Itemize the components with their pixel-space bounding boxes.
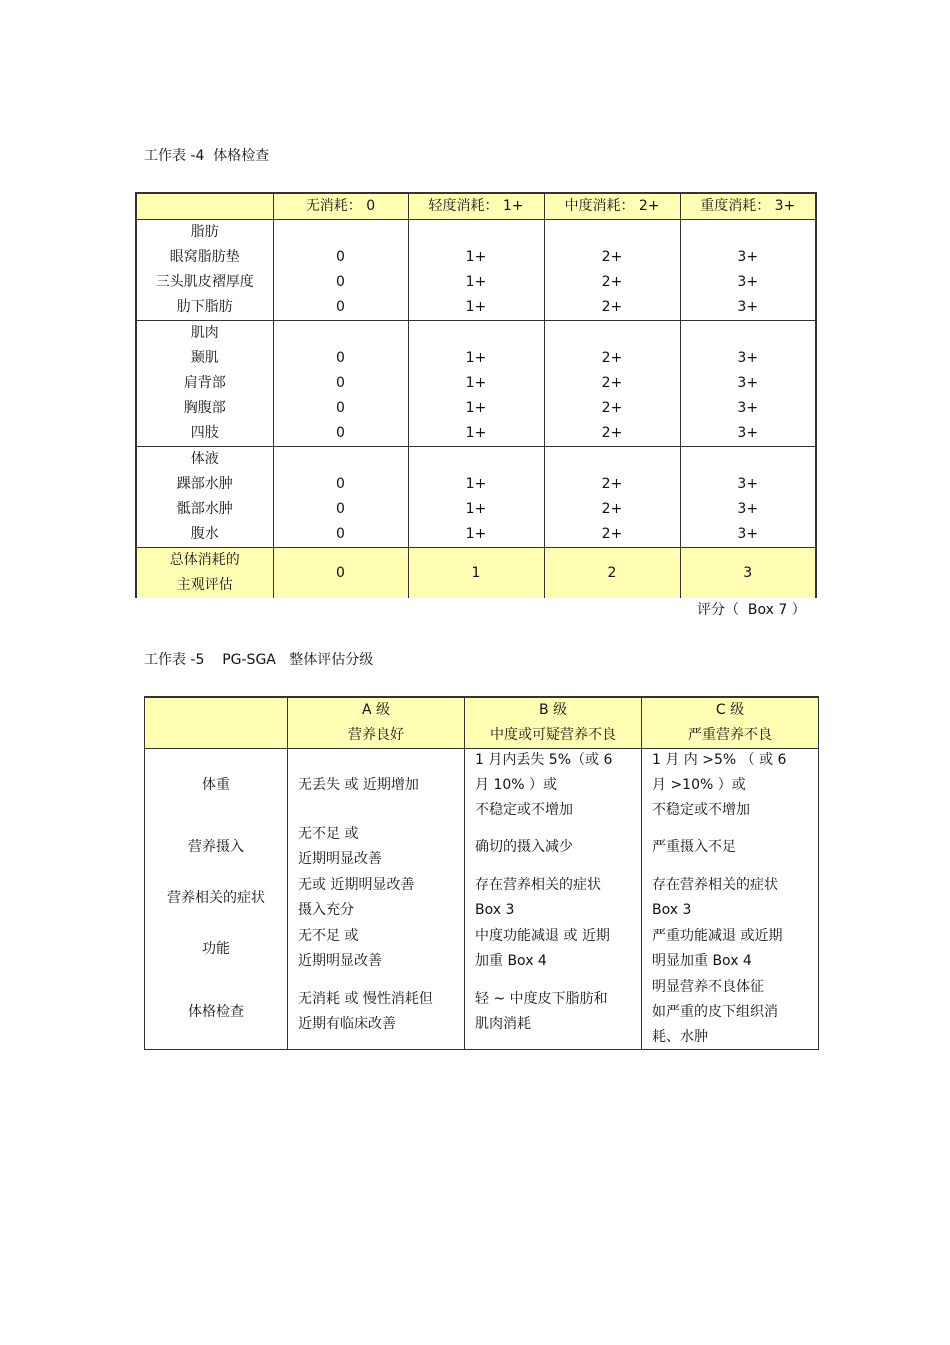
cell: 3+: [680, 472, 816, 497]
text-line: 月 >10% ）或: [652, 776, 746, 793]
cell: 1+: [408, 371, 544, 396]
cell: 3+: [680, 270, 816, 295]
cell: 3+: [680, 245, 816, 270]
text-line: 近期明显改善: [298, 953, 382, 969]
grade-b-label: B 级: [538, 702, 568, 718]
criterion-intake: 营养摄入: [188, 838, 244, 855]
cell: 2+: [544, 270, 680, 295]
header-moderate: 中度消耗： 2+: [544, 193, 680, 220]
grade-b-column: [465, 749, 642, 1050]
header-empty: [136, 193, 273, 220]
cell: 0: [273, 396, 408, 421]
cell: 3+: [680, 295, 816, 321]
text-line: 严重功能减退 或近期: [652, 928, 783, 944]
criteria-column: [145, 749, 288, 1050]
total-label-line1: 总体消耗的: [169, 552, 240, 568]
global-assessment-table: [144, 696, 819, 1050]
text-line: 中度功能减退 或 近期: [475, 928, 610, 944]
grade-a-symptoms: [298, 873, 456, 923]
row-label: 三头肌皮褶厚度: [136, 270, 273, 295]
cell: 0: [273, 522, 408, 548]
header-grade-c: [642, 697, 819, 749]
criterion-function: 功能: [202, 940, 230, 957]
total-row: [136, 548, 816, 599]
cell: 3+: [680, 497, 816, 522]
header-none: 无消耗： 0: [273, 193, 408, 220]
criterion-weight: 体重: [202, 776, 230, 793]
criterion-symptoms: 营养相关的症状: [167, 889, 265, 906]
cell: 2+: [544, 396, 680, 421]
cell: 0: [273, 295, 408, 321]
cell: 2+: [544, 497, 680, 522]
grade-b-function: [475, 923, 633, 975]
text-line: 加重 Box 4: [475, 953, 547, 969]
row-label: 骶部水肿: [136, 497, 273, 522]
cell: 1+: [408, 522, 544, 548]
text-line: 确切的摄入减少: [475, 838, 573, 855]
cell: 1+: [408, 346, 544, 371]
cell: 1+: [408, 472, 544, 497]
cell: 0: [273, 346, 408, 371]
cell: 1+: [408, 295, 544, 321]
header-empty: [145, 697, 288, 749]
total-cell: 0: [273, 548, 408, 599]
grade-a-label: A 级: [361, 702, 391, 718]
cell: 1+: [408, 396, 544, 421]
table-row: [136, 472, 816, 497]
physical-exam-table: [135, 192, 817, 598]
grade-b-intake: [475, 821, 633, 873]
grade-a-function: [298, 923, 456, 975]
cell: 0: [273, 245, 408, 270]
text-line: 1 月内丢失 5%（或 6: [475, 751, 613, 768]
cell: 0: [273, 497, 408, 522]
text-line: 不稳定或不增加: [652, 801, 750, 818]
header-mild: 轻度消耗： 1+: [408, 193, 544, 220]
text-line: 耗、水肿: [652, 1028, 708, 1045]
header-severe: 重度消耗： 3+: [680, 193, 816, 220]
cell: 3+: [680, 522, 816, 548]
table-header-row: [145, 697, 819, 749]
cell: 1+: [408, 270, 544, 295]
table-row: [136, 522, 816, 548]
cell: 0: [273, 371, 408, 396]
cell: 1+: [408, 497, 544, 522]
text-line: 如严重的皮下组织消: [652, 1003, 778, 1020]
group-header-row: [136, 220, 816, 246]
total-label-line2: 主观评估: [176, 577, 233, 593]
table-row: [136, 245, 816, 270]
cell: 3+: [680, 421, 816, 447]
table-row: [136, 346, 816, 371]
text-line: 明显营养不良体征: [652, 978, 764, 995]
cell: 2+: [544, 522, 680, 548]
total-cell: 2: [544, 548, 680, 599]
text-line: 存在营养相关的症状: [652, 877, 778, 893]
cell: 0: [273, 270, 408, 295]
text-line: 肌肉消耗: [475, 1016, 531, 1032]
group-label: 脂肪: [136, 220, 273, 246]
body-row: [145, 749, 819, 1050]
group-label: 肌肉: [136, 321, 273, 347]
text-line: 无不足 或: [298, 928, 359, 944]
group-header-row: [136, 447, 816, 473]
text-line: 无丢失 或 近期增加: [298, 776, 419, 793]
text-line: 严重摄入不足: [652, 838, 736, 855]
row-label: 踝部水肿: [136, 472, 273, 497]
text-line: 无消耗 或 慢性消耗但: [298, 991, 433, 1007]
row-label: 肩背部: [136, 371, 273, 396]
cell: 2+: [544, 295, 680, 321]
row-label: 肋下脂肪: [136, 295, 273, 321]
cell: 2+: [544, 421, 680, 447]
table-row: [136, 497, 816, 522]
group-header-row: [136, 321, 816, 347]
grade-a-weight: [298, 749, 456, 821]
cell: 3+: [680, 371, 816, 396]
table-row: [136, 371, 816, 396]
grade-b-desc: 中度或可疑营养不良: [490, 727, 616, 743]
text-line: 无不足 或: [298, 826, 359, 842]
grade-c-physical: [652, 975, 810, 1049]
cell: 1+: [408, 421, 544, 447]
grade-c-weight: [652, 749, 810, 821]
table-row: [136, 295, 816, 321]
total-cell: 3: [680, 548, 816, 599]
grade-a-intake: [298, 821, 456, 873]
cell: 2+: [544, 371, 680, 396]
cell: 0: [273, 421, 408, 447]
text-line: Box 3: [475, 902, 515, 918]
cell: 0: [273, 472, 408, 497]
cell: 2+: [544, 245, 680, 270]
cell: 2+: [544, 472, 680, 497]
grade-b-symptoms: [475, 873, 633, 923]
score-note: 评分（ Box 7 ）: [697, 602, 806, 618]
text-line: 近期明显改善: [298, 851, 382, 867]
text-line: 轻 ~ 中度皮下脂肪和: [475, 991, 608, 1007]
grade-b-physical: [475, 975, 633, 1049]
text-line: 近期有临床改善: [298, 1016, 396, 1032]
text-line: 明显加重 Box 4: [652, 953, 752, 969]
group-label: 体液: [136, 447, 273, 473]
text-line: 不稳定或不增加: [475, 801, 573, 818]
cell: 1+: [408, 245, 544, 270]
worksheet5-title: 工作表 -5 PG-SGA 整体评估分级: [144, 652, 374, 668]
cell: 3+: [680, 346, 816, 371]
grade-c-intake: [652, 821, 810, 873]
worksheet4-title: 工作表 -4 体格检查: [144, 148, 270, 164]
grade-c-column: [642, 749, 819, 1050]
text-line: 摄入充分: [298, 902, 354, 918]
text-line: Box 3: [652, 902, 692, 918]
text-line: 无或 近期明显改善: [298, 877, 415, 893]
table-header-row: [136, 193, 816, 220]
text-line: 存在营养相关的症状: [475, 877, 601, 893]
header-grade-a: [288, 697, 465, 749]
grade-c-function: [652, 923, 810, 975]
total-cell: 1: [408, 548, 544, 599]
row-label: 胸腹部: [136, 396, 273, 421]
cell: 2+: [544, 346, 680, 371]
table-row: [136, 421, 816, 447]
cell: 3+: [680, 396, 816, 421]
grade-a-column: [288, 749, 465, 1050]
row-label: 眼窝脂肪垫: [136, 245, 273, 270]
table-row: [136, 396, 816, 421]
grade-c-symptoms: [652, 873, 810, 923]
total-label: [136, 548, 273, 599]
row-label: 腹水: [136, 522, 273, 548]
grade-c-desc: 严重营养不良: [688, 727, 772, 743]
table-row: [136, 270, 816, 295]
grade-b-weight: [475, 749, 633, 821]
grade-c-label: C 级: [715, 702, 745, 718]
text-line: 1 月 内 >5% （ 或 6: [652, 751, 787, 768]
grade-a-desc: 营养良好: [348, 727, 404, 743]
criterion-physical: 体格检查: [188, 1003, 244, 1020]
grade-a-physical: [298, 975, 456, 1049]
row-label: 四肢: [136, 421, 273, 447]
row-label: 颞肌: [136, 346, 273, 371]
text-line: 月 10% ）或: [475, 776, 558, 793]
header-grade-b: [465, 697, 642, 749]
